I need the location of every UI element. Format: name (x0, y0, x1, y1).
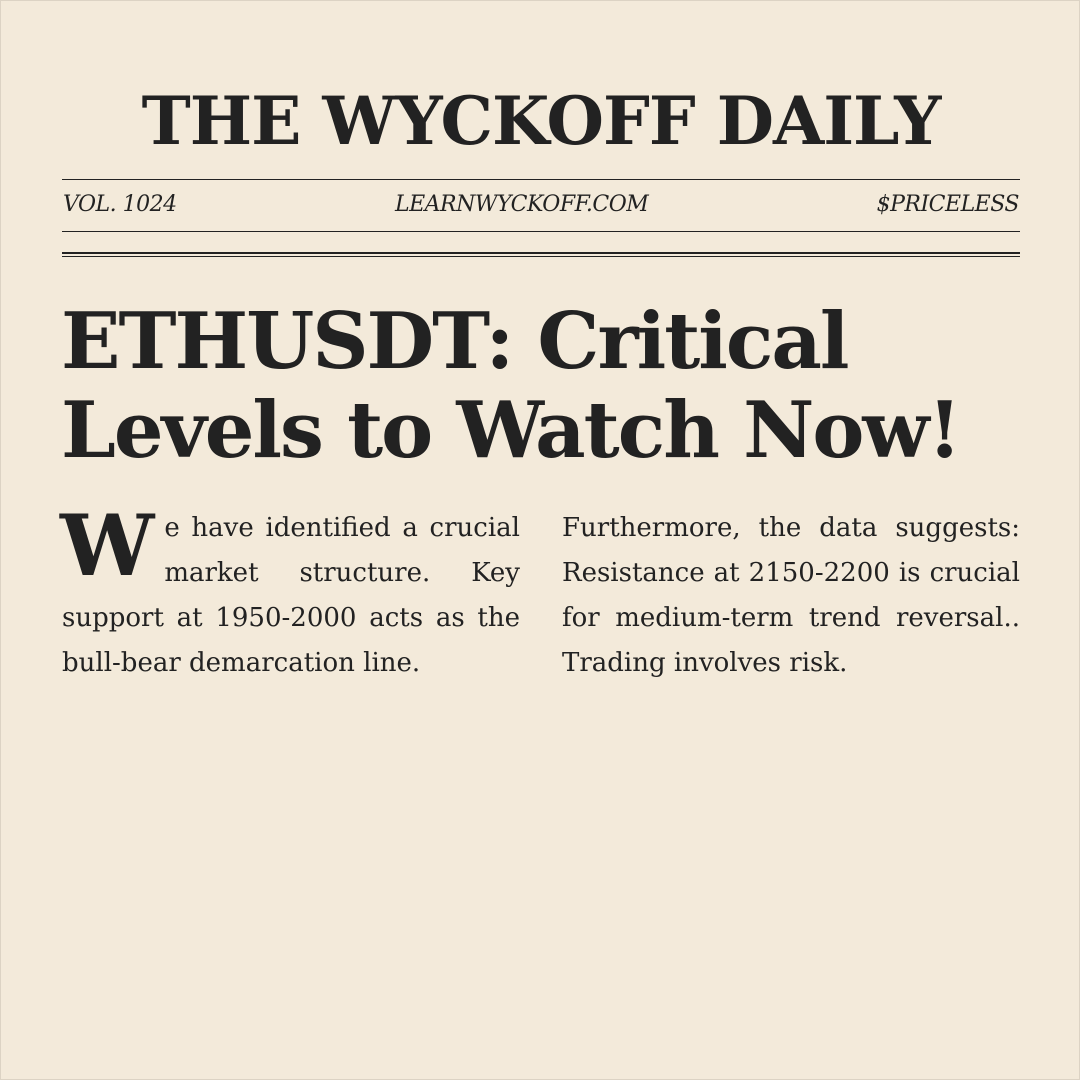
volume-label: VOL. 1024 (63, 192, 177, 217)
price-label: $PRICELESS (876, 192, 1019, 217)
top-rule (62, 179, 1020, 180)
article-column-left (60, 496, 520, 686)
right-column-text: Furthermore, the data suggests: Resistance at 2150-2200 is crucial for medium-term trend reversal.. Trading involves risk. (562, 513, 1020, 678)
site-label: LEARNWYCKOFF.COM (395, 192, 649, 217)
masthead-title: THE WYCKOFF DAILY (141, 82, 941, 160)
drop-cap: W (60, 496, 155, 595)
meta-bottom-rule (62, 231, 1020, 232)
article-headline: ETHUSDT: Critical Levels to Watch Now! (61, 296, 960, 476)
double-rule-thin (62, 256, 1020, 257)
article-column-right (562, 506, 1020, 686)
left-column-text: e have identified a crucial market structure. Key support at 1950-2000 acts as the bull-bear demarcation line. (62, 513, 520, 678)
double-rule-thick (62, 252, 1020, 254)
